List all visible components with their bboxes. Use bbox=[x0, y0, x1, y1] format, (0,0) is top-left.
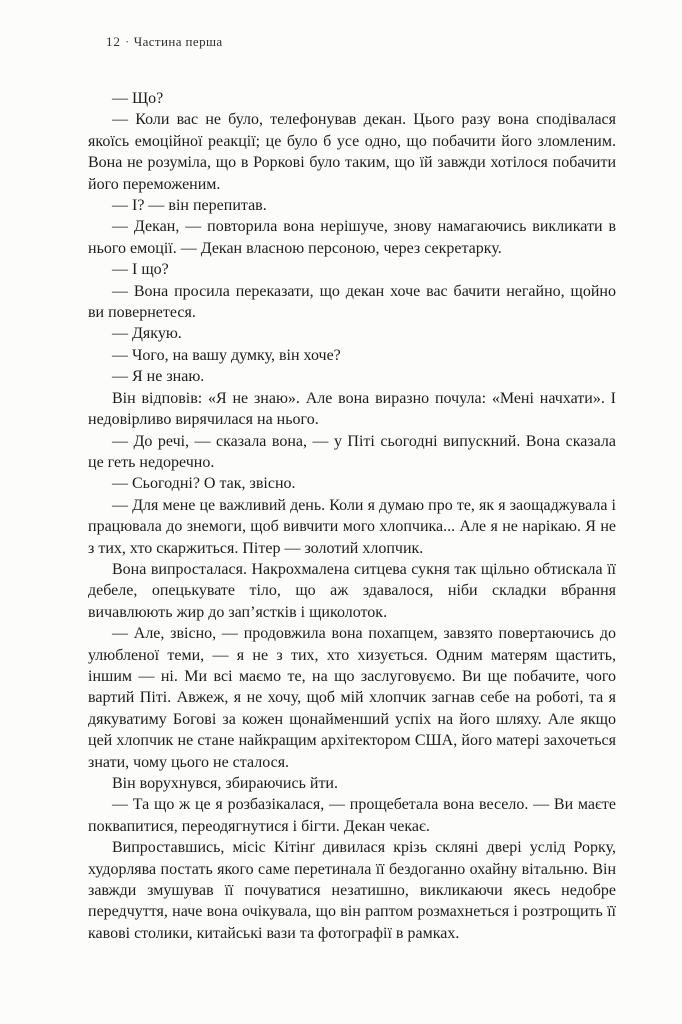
paragraph: Випроставшись, місіс Кітінґ дивилася крізь скляні двері услід Рорку, худорлява постать якого саме перетинала її бездоганно охайну вітальню. Він завжди змушував її почуватися незатишно, викликаючи якесь недобре передчуття, наче вона очікувала, що він раптом розмахнеться і розтрощить її кавові столики, китайські вази та фотографії в рамках. bbox=[88, 839, 616, 942]
paragraph: — Вона просила переказати, що декан хоче вас бачити негайно, щойно ви повернетеся. bbox=[88, 282, 616, 322]
body-text bbox=[88, 88, 616, 944]
paragraph: — Декан, — повторила вона нерішуче, знову намагаючись викликати в нього емоції. — Декан власною персоною, через секретарку. bbox=[88, 218, 616, 257]
page-number: 12 bbox=[106, 34, 121, 49]
paragraph: Він відповів: «Я не знаю». Але вона виразно почула: «Мені начхати». І недовірливо вирячилася на нього. bbox=[88, 389, 616, 429]
paragraph: — Чого, на вашу думку, він хоче? bbox=[112, 346, 341, 364]
paragraph: — І? — він перепитав. bbox=[112, 197, 267, 215]
paragraph: — До речі, — сказала вона, — у Піті сьогодні випускний. Вона сказала це геть недоречно. bbox=[88, 432, 616, 471]
paragraph: Вона випросталася. Накрохмалена ситцева сукня так щільно обтискала її дебеле, опецькувате тіло, що аж здавалося, ніби складки вбрання вичавлюють жир до зап’ястків і щиколоток. bbox=[88, 560, 616, 621]
paragraph: — Я не знаю. bbox=[112, 368, 205, 386]
paragraph: — Коли вас не було, телефонував декан. Цього разу вона сподівалася якоїсь емоційної реакції; це було б усе одно, що побачити його зломленим. Вона не розуміла, що в Роркові було таким, що їй завжди хотілося побачити його переможеним. bbox=[88, 111, 616, 193]
paragraph: — Але, звісно, — продовжила вона похапцем, завзято повертаючись до улюбленої теми, — я не з тих, хто хизується. Одним матерям щастить, іншим — ні. Ми всі маємо те, на що заслуговуємо. Ви ще побачите, чого вартий Піті. Авжеж, я не хочу, щоб мій хлопчик загнав себе на роботі, та я дякуватиму Богові за кожен щонайменший успіх на його шляху. Але якщо цей хлопчик не стане найкращим архітектором США, його матері захочеться знати, чому цього не сталося. bbox=[88, 625, 616, 771]
paragraph: — І що? bbox=[112, 261, 169, 279]
section-title: Частина перша bbox=[133, 34, 223, 49]
running-header bbox=[106, 34, 223, 50]
paragraph: — Та що ж це я розбазікалася, — прощебетала вона весело. — Ви маєте поквапитися, переодягнутися і бігти. Декан чекає. bbox=[88, 796, 616, 835]
paragraph: — Для мене це важливий день. Коли я думаю про те, як я заощаджувала і працювала до знемоги, щоб вивчити мого хлопчика... Але я не нарікаю. Я не з тих, хто скаржиться. Пітер — золотий хлопчик. bbox=[88, 496, 616, 557]
paragraph: Він ворухнувся, збираючись йти. bbox=[112, 775, 338, 792]
paragraph: — Сьогодні? О так, звісно. bbox=[112, 475, 296, 493]
header-separator: · bbox=[125, 34, 130, 49]
paragraph: — Що? bbox=[112, 90, 164, 107]
paragraph: — Дякую. bbox=[112, 325, 182, 343]
